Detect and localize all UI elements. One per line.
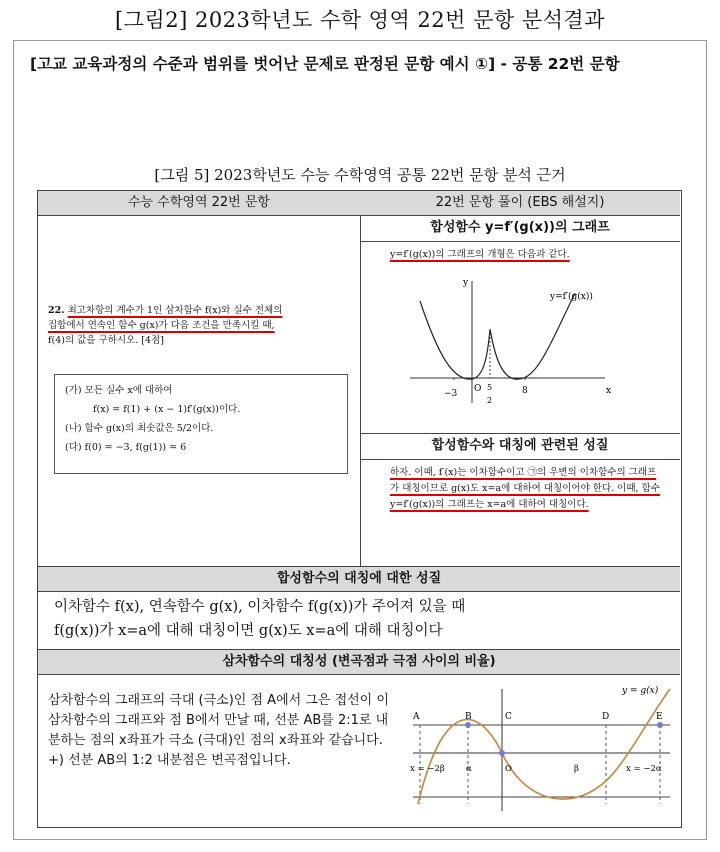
condition-a-1: (가) 모든 실수 x에 대하여 [65,385,173,396]
section2-line-2: f(g(x))가 x=a에 대해 대칭이면 g(x)도 x=a에 대해 대칭이다 [54,623,443,639]
problem-line-1: 최고차항의 계수가 1인 삼차함수 f(x)와 실수 전체의 [67,305,283,316]
symmetry-title: 합성함수와 대칭에 관련된 성질 [360,433,680,460]
graph-cell [360,241,680,434]
y-axis-label: y [463,278,469,288]
label-x4: β [574,764,579,774]
point-O [499,750,505,756]
label-B: B [465,712,472,722]
left-header: 수능 수학영역 22번 문항 [38,191,361,216]
condition-b: (나) 함수 g(x)의 최솟값은 5/2이다. [65,423,214,434]
composite-graph [360,241,680,433]
curve-label: y=f′(g(x)) [550,292,593,302]
problem-number: 22. [48,305,65,316]
condition-c: (다) f(0) = −3, f(g(1)) = 6 [65,442,187,453]
problem-line-3: f(4)의 값을 구하시오. [4점] [48,335,164,346]
condition-a-2: f(x) = f(1) + (x − 1)f′(g(x))이다. [93,404,241,415]
tick-2: 2 [487,396,493,405]
cubic-graph [408,679,676,819]
point-E [657,722,663,728]
composite-graph-title: 합성함수 y=f′(g(x))의 그래프 [360,215,680,242]
problem-line-2: 집합에서 연속인 함수 g(x)가 다음 조건을 만족시킬 때, [48,320,275,331]
cubic-curve [418,689,670,804]
section2-line-1: 이차함수 f(x), 연속함수 g(x), 이차함수 f(g(x))가 주어져 있을 때 [54,599,466,615]
tick-neg3: −3 [444,389,458,399]
problem-cell [38,215,361,566]
section3-text: 삼차함수의 그래프의 극대 (극소)인 점 A에서 그은 접선이 이 삼차함수의 그래프와 점 B에서 만날 때, 선분 AB를 2:1로 내분하는 점의 x좌표가 극소 (극대)인 점의 x좌표와 같습니다. +) 선분 AB의 1:2 내분점은 변곡점입니다. [48,693,389,768]
tick-8: 8 [522,386,528,396]
label-C: C [505,712,512,722]
graph-curve [420,293,575,379]
figure-caption: [그림2] 2023학년도 수학 영역 22번 문항 분석결과 [114,8,606,32]
label-D: D [602,712,610,722]
tick-5: 5 [487,383,493,392]
label-x3: O [505,764,512,774]
problem-text [48,303,353,348]
label-E: E [656,712,663,722]
label-x2: α [466,764,472,774]
analysis-table [37,190,682,828]
section3-header: 삼차함수의 대칭성 (변곡점과 극점 사이의 비율) [38,649,680,675]
point-B [465,722,471,728]
conditions-box [54,374,348,474]
graph-intro: y=f′(g(x))의 그래프의 개형은 다음과 같다. [390,249,570,260]
label-A: A [413,712,420,722]
symmetry-text: 하자. 이때, f′(x)는 이차함수이고 ㉠의 우변의 이차함수의 그래프가 대칭이므로 g(x)도 x=a에 대하여 대칭이어야 한다. 이때, 함수 y=f′(g(x))의 그래프는 x=a에 대하여 대칭이다. [390,467,660,510]
section2-header: 합성함수의 대칭에 대한 성질 [38,566,680,592]
section2-body [38,591,680,649]
right-header: 22번 문항 풀이 (EBS 해설지) [360,191,680,216]
cubic-curve-label: y = g(x) [622,686,659,696]
headline: [고교 교육과정의 수준과 범위를 벗어난 문제로 판정된 문항 예시 ①] - 공통 22번 문항 [30,55,620,73]
label-x1: x = −2β [410,764,445,774]
label-x5: x = −2α [626,764,662,774]
tick-origin: O [474,384,482,394]
x-axis-label: x [606,386,612,396]
inner-figure-title: [그림 5] 2023학년도 수능 수학영역 공통 22번 문항 분석 근거 [154,166,566,184]
